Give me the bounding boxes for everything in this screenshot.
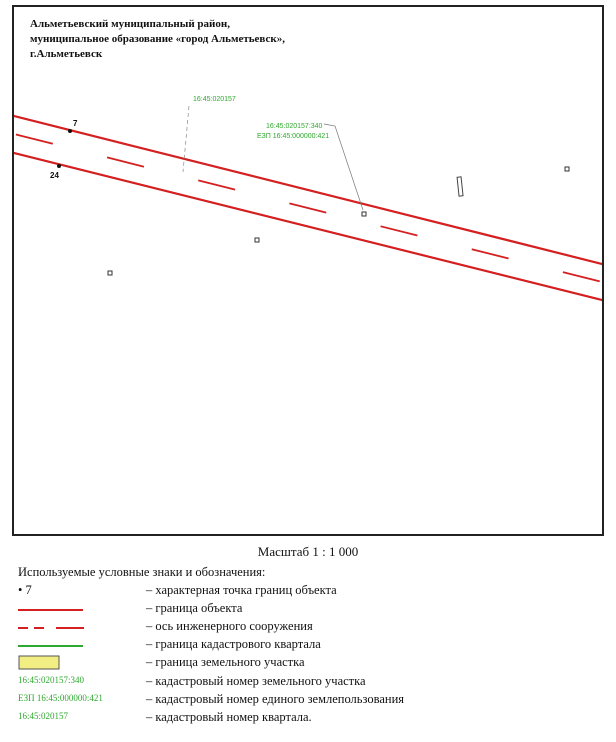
map-canvas[interactable] [14,7,604,536]
point-symbol-icon: • 7 [18,583,32,597]
legend-item-parcel-boundary [0,654,616,672]
engineering-axis [14,134,604,283]
ezp-number-label: ЕЗП 16:45:000000:421 [257,133,330,140]
legend-item-quarter-number [0,709,616,727]
map-title-line: г.Альметьевск [30,48,103,60]
legend-item-quarter-boundary [0,636,616,654]
object-boundary-lower [14,150,604,305]
solid-green-line-icon [18,636,88,654]
point-24-label: 24 [50,171,59,180]
map-title [30,17,285,62]
square-marker [108,271,112,275]
elongated-object [457,177,463,196]
parcel-leader-line [324,124,363,210]
point-7-marker[interactable] [68,129,72,133]
legend-item-ezp-number [0,691,616,709]
legend-item-engineering-axis [0,618,616,636]
legend-item-text: – кадастровый номер квартала. [146,710,312,724]
legend-title: Используемые условные знаки и обозначения: [18,565,266,579]
square-marker [362,212,366,216]
ezp-number-sample: ЕЗП 16:45:000000:421 [18,693,103,703]
parcel-number-sample: 16:45:020157:340 [18,675,85,685]
quarter-number-label: 16:45:020157 [193,96,236,103]
map-title-line: муниципальное образование «город Альметьевск», [30,33,285,45]
square-marker [565,167,569,171]
point-7-label: 7 [73,119,78,128]
quarter-number-sample: 16:45:020157 [18,711,69,721]
legend-item-text: – граница кадастрового квартала [146,637,321,651]
square-marker [255,238,259,242]
legend-item-text: – граница объекта [146,601,243,615]
dashed-red-line-icon [18,618,88,636]
yellow-rectangle-icon [18,654,88,672]
map-title-line: Альметьевский муниципальный район, [30,18,230,30]
scale-label: Масштаб 1 : 1 000 [257,544,359,559]
legend-item-parcel-number [0,673,616,691]
legend-item-text: – кадастровый номер единого землепользования [146,692,405,706]
map-frame[interactable] [12,5,604,536]
solid-red-line-icon [18,600,88,618]
legend-item-text: – ось инженерного сооружения [146,619,313,633]
parcel-number-label: 16:45:020157:340 [266,123,323,130]
legend-item-object-boundary [0,600,616,618]
legend-item-point [0,582,616,600]
point-24-marker[interactable] [57,164,61,168]
quarter-leader-line [183,106,189,172]
legend-item-text: – кадастровый номер земельного участка [146,674,366,688]
legend-item-text: – характерная точка границ объекта [146,583,337,597]
legend-item-text: – граница земельного участка [146,655,305,669]
